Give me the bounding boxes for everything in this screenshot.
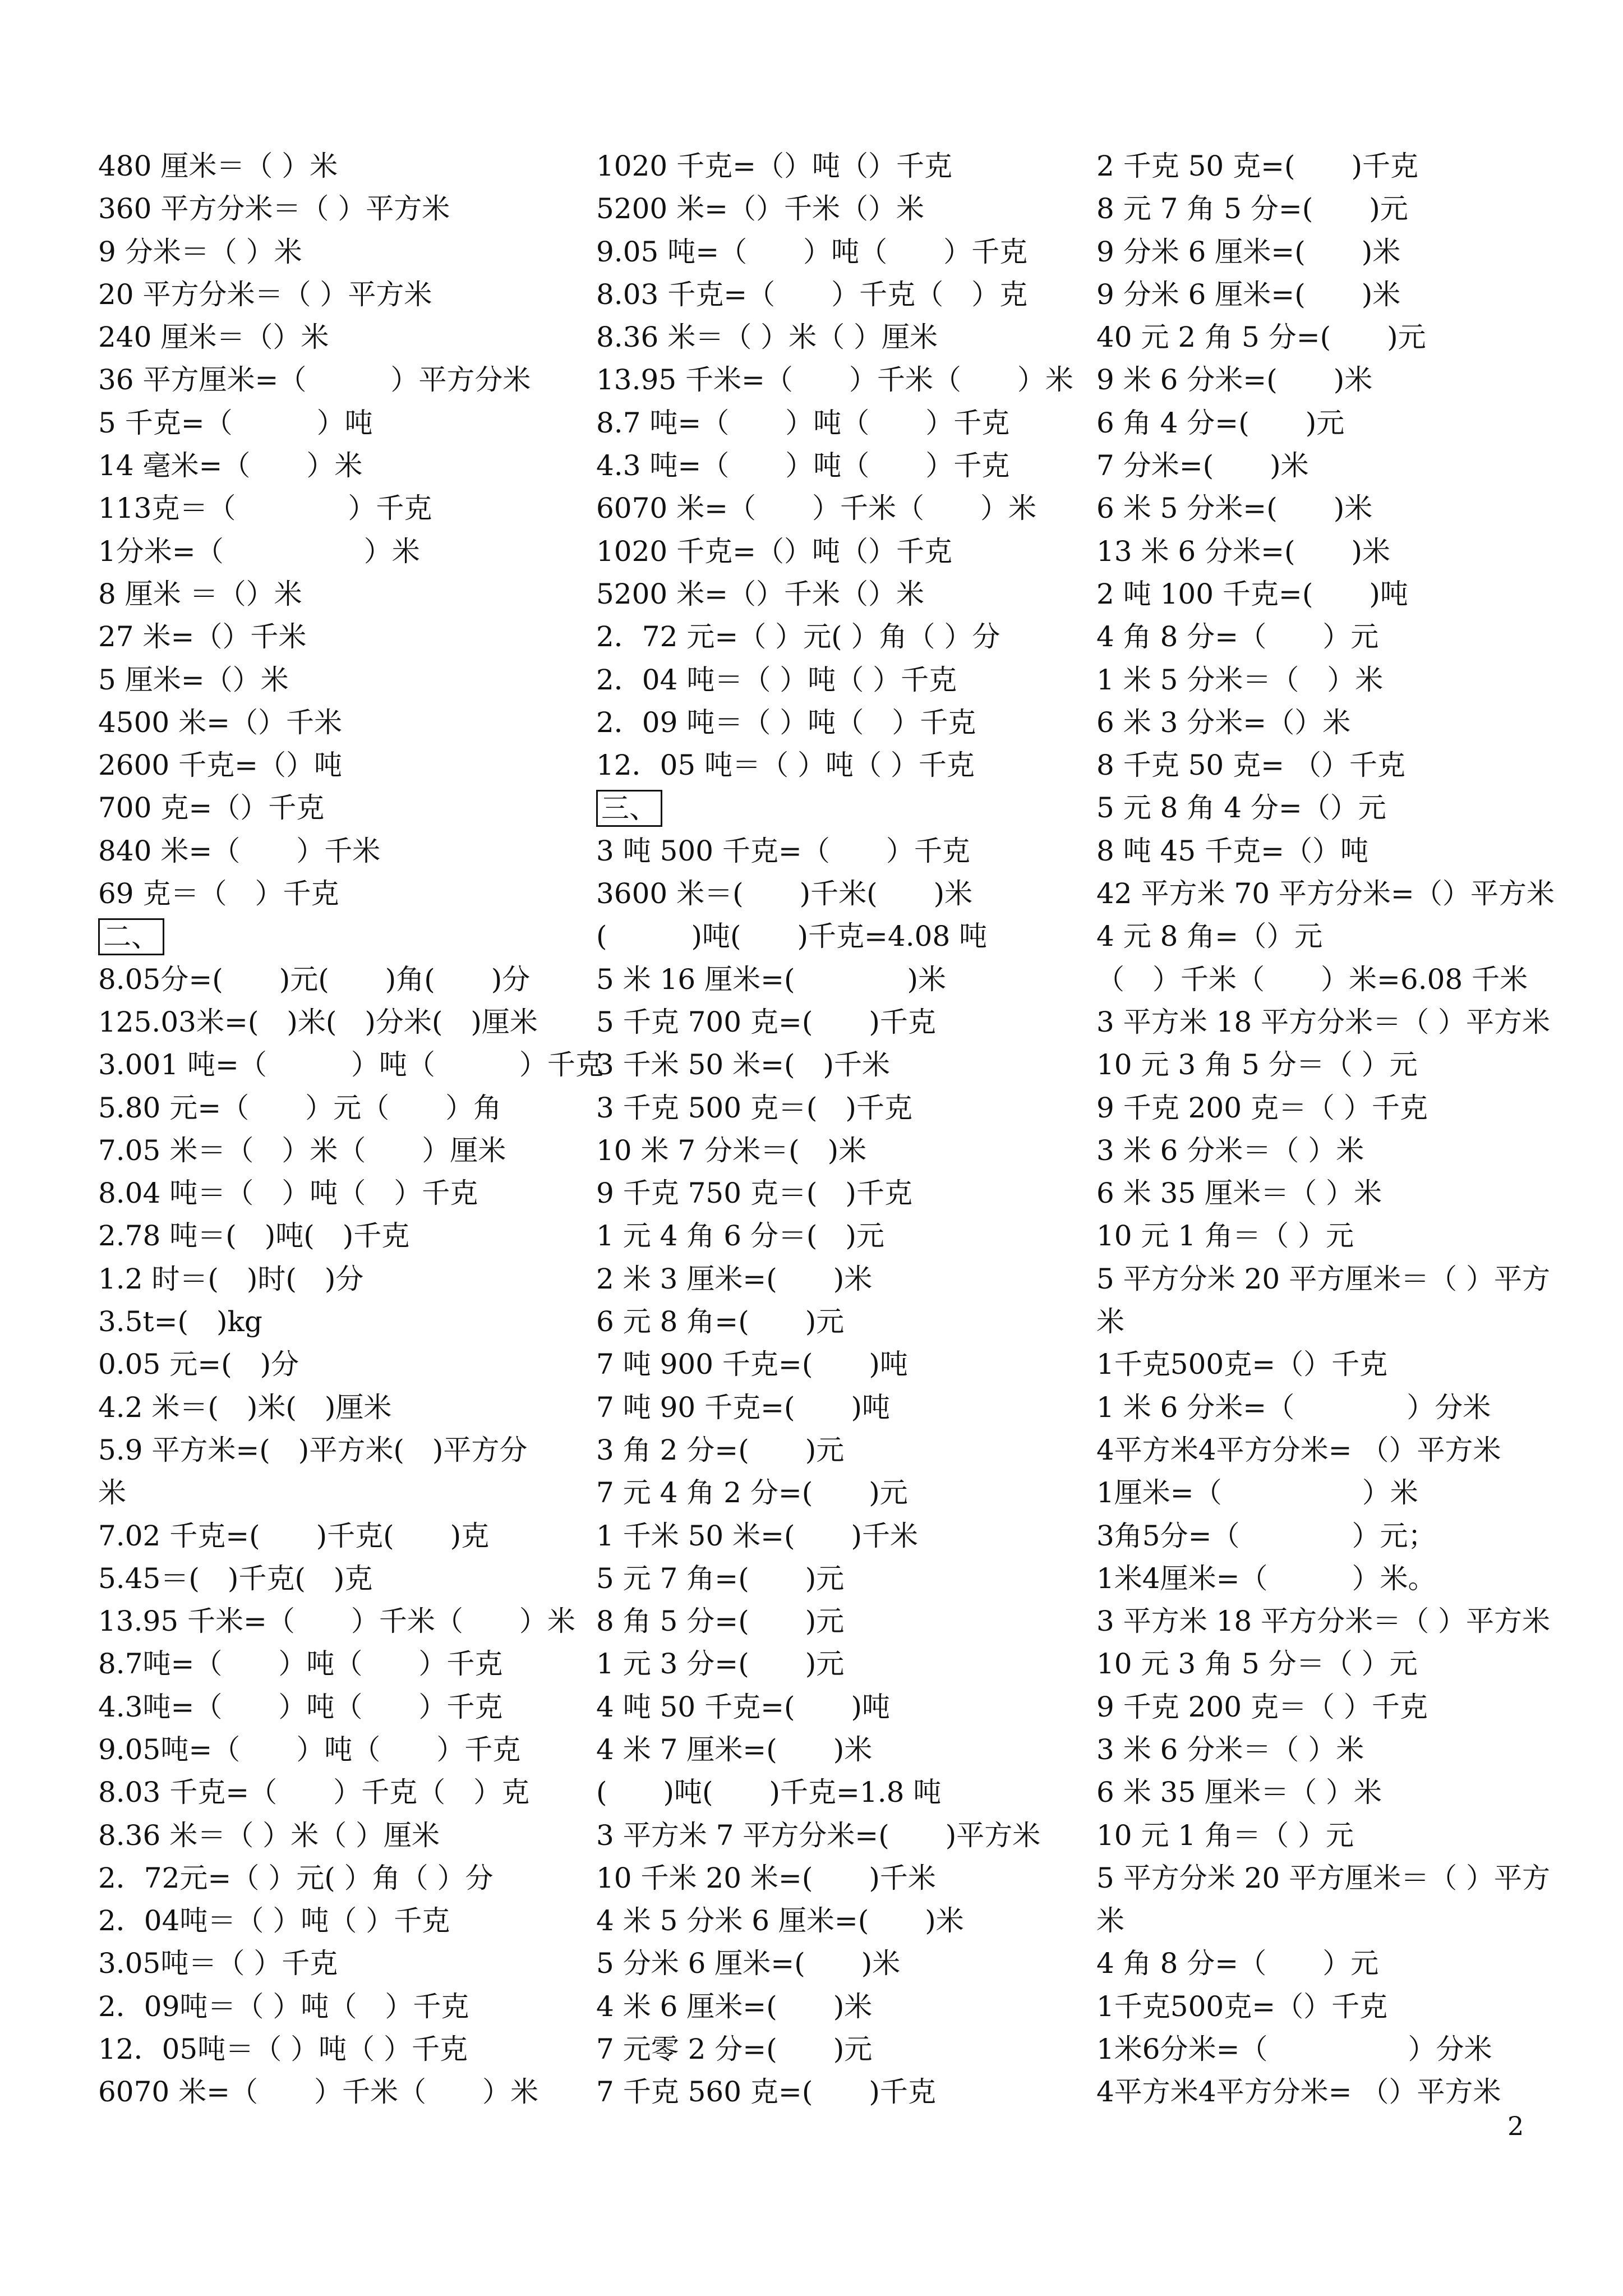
- exercise-line: 13.95 千米=（ ）千米（ ）米: [98, 1605, 575, 1638]
- exercise-line: 6 角 4 分=( )元: [1096, 406, 1345, 439]
- exercise-line: 2．72元=（ ）元( ）角（ ）分: [98, 1861, 494, 1894]
- exercise-line: 6 米 35 厘米＝（ ）米: [1096, 1177, 1382, 1210]
- exercise-line: 9 分米 6 厘米=( )米: [1096, 278, 1401, 311]
- exercise-line: 10 千米 20 米=( )千米: [596, 1861, 936, 1894]
- exercise-line: 1厘米=（ ）米: [1096, 1476, 1418, 1510]
- exercise-line: 2.78 吨＝( )吨( )千克: [98, 1220, 410, 1253]
- exercise-line: 7 吨 900 千克=( )吨: [596, 1348, 908, 1381]
- exercise-line: 2600 千克=（）吨: [98, 749, 343, 782]
- exercise-line: 42 平方米 70 平方分米=（）平方米: [1096, 877, 1555, 910]
- exercise-line: 13.95 千米=（ ）千米（ ）米: [596, 364, 1073, 397]
- exercise-line: 10 米 7 分米＝( )米: [596, 1134, 867, 1167]
- exercise-line: 4 角 8 分=（ ）元: [1096, 1947, 1379, 1980]
- exercise-line: 2 千克 50 克=( )千克: [1096, 150, 1419, 182]
- exercise-line: 3角5分=（ ）元；: [1096, 1519, 1436, 1552]
- exercise-line: 8.7吨=（ ）吨（ ）千克: [98, 1648, 503, 1681]
- exercise-line: 5200 米=（）千米（）米: [596, 192, 925, 226]
- exercise-line: 米: [1096, 1904, 1124, 1938]
- exercise-line: 2．04 吨＝（ ）吨（ ）千克: [596, 663, 957, 696]
- exercise-line: 8.36 米＝（ ）米（ ）厘米: [596, 321, 938, 354]
- exercise-line: 9 米 6 分米=( )米: [1096, 364, 1373, 397]
- exercise-line: 36 平方厘米=（ ）平方分米: [98, 364, 531, 397]
- exercise-line: 5 米 16 厘米=( )米: [596, 963, 947, 996]
- exercise-line: 3 平方米 18 平方分米＝（ ）平方米: [1096, 1605, 1551, 1638]
- exercise-line: 1 米 6 分米=（ ）分米: [1096, 1391, 1491, 1424]
- exercise-line: 10 元 3 角 5 分＝（ ）元: [1096, 1648, 1418, 1681]
- section-heading-label: 二、: [98, 918, 164, 955]
- exercise-line: 1020 千克=（）吨（）千克: [596, 150, 953, 182]
- exercise-line: 125.03米=( )米( )分米( )厘米: [98, 1005, 538, 1038]
- exercise-line: ( )吨( )千克=1.8 吨: [596, 1776, 942, 1809]
- exercise-line: 1米6分米=（ ）分米: [1096, 2033, 1492, 2066]
- exercise-line: 4 吨 50 千克=( )吨: [596, 1690, 891, 1723]
- exercise-line: 3.05吨＝（ ）千克: [98, 1947, 338, 1980]
- exercise-line: 3.001 吨=（ ）吨（ ）千克: [98, 1048, 603, 1082]
- exercise-line: 5.80 元=（ ）元（ ）角: [98, 1091, 502, 1124]
- exercise-line: 3 平方米 7 平方分米=( )平方米: [596, 1819, 1041, 1852]
- exercise-line: 米: [98, 1476, 126, 1510]
- exercise-line: 4 角 8 分=（ ）元: [1096, 620, 1379, 654]
- exercise-line: 7 分米=( )米: [1096, 449, 1309, 482]
- exercise-line: 4.3吨=（ ）吨（ ）千克: [98, 1690, 503, 1723]
- exercise-line: 5 分米 6 厘米=( )米: [596, 1947, 901, 1980]
- exercise-line: 9 千克 200 克＝（ ）千克: [1096, 1091, 1428, 1124]
- exercise-line: 4 米 5 分米 6 厘米=( )米: [596, 1904, 964, 1938]
- exercise-line: 9 千克 200 克＝（ ）千克: [1096, 1690, 1428, 1723]
- exercise-line: 2．04吨＝（ ）吨（ ）千克: [98, 1904, 450, 1938]
- exercise-line: 4500 米=（）千米: [98, 706, 343, 739]
- page-number: 2: [1507, 2111, 1524, 2141]
- exercise-line: 5 千克=（ ）吨: [98, 406, 373, 439]
- column-3: [1096, 145, 1579, 2114]
- exercise-line: 0.05 元=( )分: [98, 1348, 299, 1381]
- exercise-line: 480 厘米＝（ ）米: [98, 150, 338, 182]
- exercise-line: 2．72 元=（ ）元( ）角（ ）分: [596, 620, 1000, 654]
- exercise-line: 8 厘米 ＝（）米: [98, 577, 302, 610]
- column-1: [98, 145, 603, 2114]
- exercise-line: 1千克500克=（）千克: [1096, 1348, 1388, 1381]
- exercise-line: 9 分米 6 厘米=( )米: [1096, 235, 1401, 268]
- exercise-line: 1.2 时＝( )时( )分: [98, 1262, 364, 1295]
- exercise-line: 2 米 3 厘米=( )米: [596, 1262, 873, 1295]
- exercise-line: 8.04 吨＝（ ）吨（ ）千克: [98, 1177, 478, 1210]
- exercise-line: （ ）千米（ ）米=6.08 千米: [1096, 963, 1528, 996]
- exercise-line: 113克＝（ ）千克: [98, 492, 432, 525]
- exercise-line: 7.02 千克=( )千克( )克: [98, 1519, 490, 1552]
- exercise-line: 4.2 米＝( )米( )厘米: [98, 1391, 392, 1424]
- exercise-line: 240 厘米＝（）米: [98, 321, 329, 354]
- exercise-line: 360 平方分米＝（ ）平方米: [98, 192, 450, 226]
- exercise-line: 3 平方米 18 平方分米＝（ ）平方米: [1096, 1005, 1551, 1038]
- exercise-line: 3.5t=( )kg: [98, 1305, 262, 1338]
- exercise-line: 米: [1096, 1305, 1124, 1338]
- exercise-line: 5.9 平方米=( )平方米( )平方分: [98, 1433, 528, 1466]
- exercise-line: 6070 米=（ ）千米（ ）米: [596, 492, 1037, 525]
- exercise-line: 9 千克 750 克＝( )千克: [596, 1177, 912, 1210]
- exercise-line: 10 元 3 角 5 分＝（ ）元: [1096, 1048, 1418, 1082]
- exercise-line: ( )吨( )千克=4.08 吨: [596, 920, 988, 953]
- exercise-line: 840 米=（ ）千米: [98, 834, 381, 867]
- exercise-line: 8.05分=( )元( )角( )分: [98, 963, 531, 996]
- exercise-line: 700 克=（）千克: [98, 792, 325, 825]
- exercise-line: 7 吨 90 千克=( )吨: [596, 1391, 891, 1424]
- exercise-line: 3600 米＝( )千米( )米: [596, 877, 973, 910]
- exercise-line: 13 米 6 分米=( )米: [1096, 535, 1391, 568]
- exercise-line: 8 吨 45 千克=（）吨: [1096, 834, 1369, 867]
- exercise-line: 7 元零 2 分=( )元: [596, 2033, 873, 2066]
- exercise-line: 7.05 米＝（ ）米（ ）厘米: [98, 1134, 506, 1167]
- exercise-line: 27 米=（）千米: [98, 620, 307, 654]
- exercise-line: 9 分米＝（ ）米: [98, 235, 302, 268]
- exercise-line: 8.7 吨=（ ）吨（ ）千克: [596, 406, 1010, 439]
- exercise-line: 14 毫米=（ ）米: [98, 449, 363, 482]
- exercise-line: 3 米 6 分米＝（ ）米: [1096, 1733, 1364, 1766]
- exercise-line: 9.05吨=（ ）吨（ ）千克: [98, 1733, 521, 1766]
- exercise-line: 3 吨 500 千克=（ ）千克: [596, 834, 970, 867]
- exercise-line: 7 千克 560 克=( )千克: [596, 2076, 936, 2109]
- exercise-line: 1 千米 50 米=( )千米: [596, 1519, 919, 1552]
- exercise-line: 5 元 7 角=( )元: [596, 1562, 845, 1595]
- section-heading-label: 三、: [596, 790, 662, 827]
- exercise-line: 1020 千克=（）吨（）千克: [596, 535, 953, 568]
- exercise-line: 6 米 5 分米=( )米: [1096, 492, 1373, 525]
- exercise-line: 12．05 吨＝（ ）吨（ ）千克: [596, 749, 975, 782]
- exercise-line: 6 元 8 角=( )元: [596, 1305, 845, 1338]
- section-heading: [596, 786, 1078, 829]
- exercise-line: 40 元 2 角 5 分=( )元: [1096, 321, 1426, 354]
- exercise-line: 4 元 8 角=（）元: [1096, 920, 1323, 953]
- column-2: [596, 145, 1078, 2114]
- exercise-line: 4.3 吨=（ ）吨（ ）千克: [596, 449, 1010, 482]
- exercise-line: 5 千克 700 克=( )千克: [596, 1005, 936, 1038]
- exercise-line: 2 吨 100 千克=( )吨: [1096, 577, 1408, 610]
- exercise-line: 3 米 6 分米＝（ ）米: [1096, 1134, 1364, 1167]
- exercise-line: 5 元 8 角 4 分=（）元: [1096, 792, 1386, 825]
- exercise-line: 1 米 5 分米＝（ ）米: [1096, 663, 1384, 696]
- exercise-line: 5.45＝( )千克( )克: [98, 1562, 373, 1595]
- exercise-line: 3 千米 50 米=( )千米: [596, 1048, 891, 1082]
- exercise-line: 20 平方分米＝（ ）平方米: [98, 278, 432, 311]
- exercise-line: 8 角 5 分=( )元: [596, 1605, 845, 1638]
- exercise-line: 4平方米4平方分米= （）平方米: [1096, 1433, 1501, 1466]
- section-heading: [98, 915, 580, 958]
- exercise-line: 1 元 3 分=( )元: [596, 1648, 845, 1681]
- exercise-line: 9.05 吨=（ ）吨（ ）千克: [596, 235, 1028, 268]
- exercise-line: 10 元 1 角＝（ ）元: [1096, 1220, 1354, 1253]
- exercise-line: 10 元 1 角＝（ ）元: [1096, 1819, 1354, 1852]
- exercise-line: 8.03 千克=（ ）千克（ ）克: [596, 278, 1028, 311]
- exercise-line: 4 米 6 厘米=( )米: [596, 1990, 873, 2023]
- exercise-line: 3 千克 500 克＝( )千克: [596, 1091, 912, 1124]
- exercise-line: 3 角 2 分=( )元: [596, 1433, 845, 1466]
- exercise-line: 6 米 3 分米=（）米: [1096, 706, 1351, 739]
- exercise-line: 5200 米=（）千米（）米: [596, 577, 925, 610]
- exercise-line: 1分米=（ ）米: [98, 535, 420, 568]
- exercise-line: 7 元 4 角 2 分=( )元: [596, 1476, 908, 1510]
- exercise-line: 2．09吨＝（ ）吨（ ）千克: [98, 1990, 469, 2023]
- exercise-line: 5 平方分米 20 平方厘米＝（ ）平方: [1096, 1262, 1551, 1295]
- exercise-line: 8 元 7 角 5 分=( )元: [1096, 192, 1408, 226]
- exercise-line: 4 米 7 厘米=( )米: [596, 1733, 873, 1766]
- exercise-line: 12．05吨＝（ ）吨（ ）千克: [98, 2033, 468, 2066]
- exercise-line: 1米4厘米=（ ）米。: [1096, 1562, 1436, 1595]
- exercise-line: 5 厘米=（）米: [98, 663, 289, 696]
- exercise-line: 4平方米4平方分米= （）平方米: [1096, 2076, 1501, 2109]
- exercise-line: 6 米 35 厘米＝（ ）米: [1096, 1776, 1382, 1809]
- exercise-line: 5 平方分米 20 平方厘米＝（ ）平方: [1096, 1861, 1551, 1894]
- exercise-line: 2．09 吨＝（ ）吨（ ）千克: [596, 706, 976, 739]
- exercise-line: 1 元 4 角 6 分＝( )元: [596, 1220, 884, 1253]
- exercise-line: 8.03 千克=（ ）千克（ ）克: [98, 1776, 530, 1809]
- exercise-line: 8 千克 50 克= （）千克: [1096, 749, 1405, 782]
- exercise-line: 6070 米=（ ）千米（ ）米: [98, 2076, 539, 2109]
- exercise-line: 8.36 米＝（ ）米（ ）厘米: [98, 1819, 440, 1852]
- exercise-line: 1千克500克=（）千克: [1096, 1990, 1388, 2023]
- exercise-line: 69 克＝（ ）千克: [98, 877, 339, 910]
